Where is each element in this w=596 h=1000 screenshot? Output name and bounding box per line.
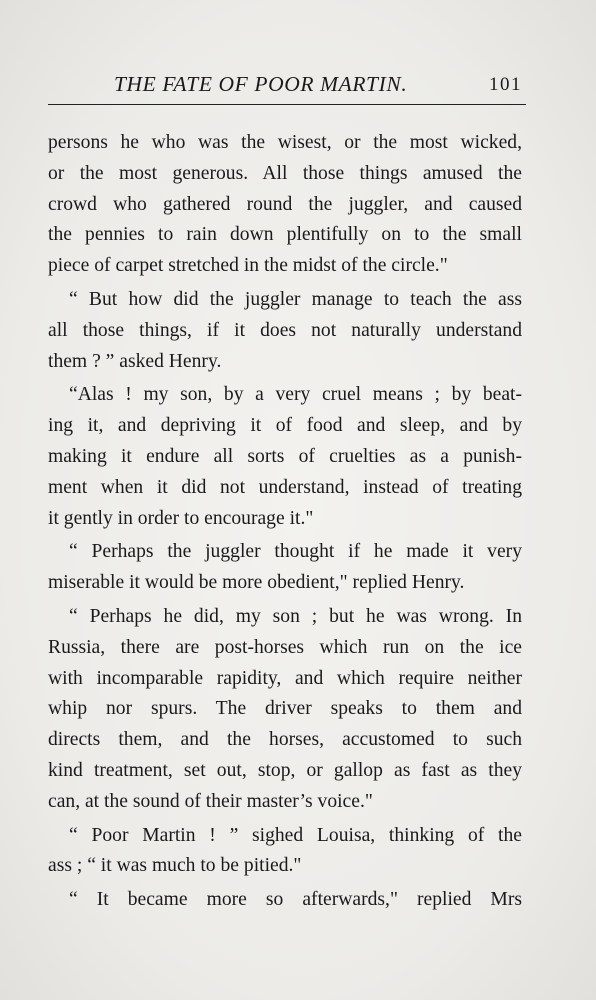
- text-line: can, at the sound of their master’s voice.": [48, 790, 373, 812]
- text-line: “ Perhaps the juggler thought if he made it very: [69, 541, 522, 563]
- text-line: it gently in order to encourage it.": [48, 507, 314, 529]
- text-line: “ It became more so afterwards," replied Mrs: [69, 889, 522, 911]
- running-title: THE FATE OF POOR MARTIN.: [114, 72, 408, 96]
- text-line: miserable it would be more obedient," replied Henry.: [48, 572, 465, 594]
- text-line: or the most generous. All those things amused the: [48, 162, 522, 184]
- text-line: whip nor spurs. The driver speaks to them and: [48, 698, 522, 720]
- text-line: ment when it did not understand, instead of treating: [48, 476, 522, 498]
- text-line: them ? ” asked Henry.: [48, 350, 222, 372]
- text-line: making it endure all sorts of cruelties as a punish-: [48, 445, 522, 467]
- page-number: 101: [489, 74, 522, 95]
- text-line: “ Perhaps he did, my son ; but he was wrong. In: [69, 605, 522, 627]
- text-line: ing it, and depriving it of food and sleep, and by: [48, 415, 522, 437]
- text-line: “Alas ! my son, by a very cruel means ; by beat-: [69, 384, 522, 406]
- text-line: persons he who was the wisest, or the most wicked,: [48, 132, 522, 153]
- text-line: crowd who gathered round the juggler, and caused: [48, 193, 522, 215]
- text-line: directs them, and the horses, accustomed to such: [48, 729, 522, 751]
- text-line: kind treatment, set out, stop, or gallop as fast as they: [48, 759, 522, 781]
- text-line: piece of carpet stretched in the midst of the circle.": [48, 255, 448, 277]
- text-line: “ But how did the juggler manage to teach the ass: [69, 288, 522, 310]
- text-line: Russia, there are post-horses which run on the ice: [48, 636, 522, 658]
- text-line: the pennies to rain down plentifully on to the small: [48, 224, 522, 246]
- header-rule: [48, 104, 526, 105]
- text-line: “ Poor Martin ! ” sighed Louisa, thinking of the: [69, 824, 522, 846]
- text-line: ass ; “ it was much to be pitied.": [48, 855, 302, 877]
- text-line: with incomparable rapidity, and which require neither: [48, 667, 522, 689]
- text-line: all those things, if it does not naturally understand: [48, 319, 522, 341]
- body-text: [48, 128, 522, 916]
- page-header: [48, 72, 526, 104]
